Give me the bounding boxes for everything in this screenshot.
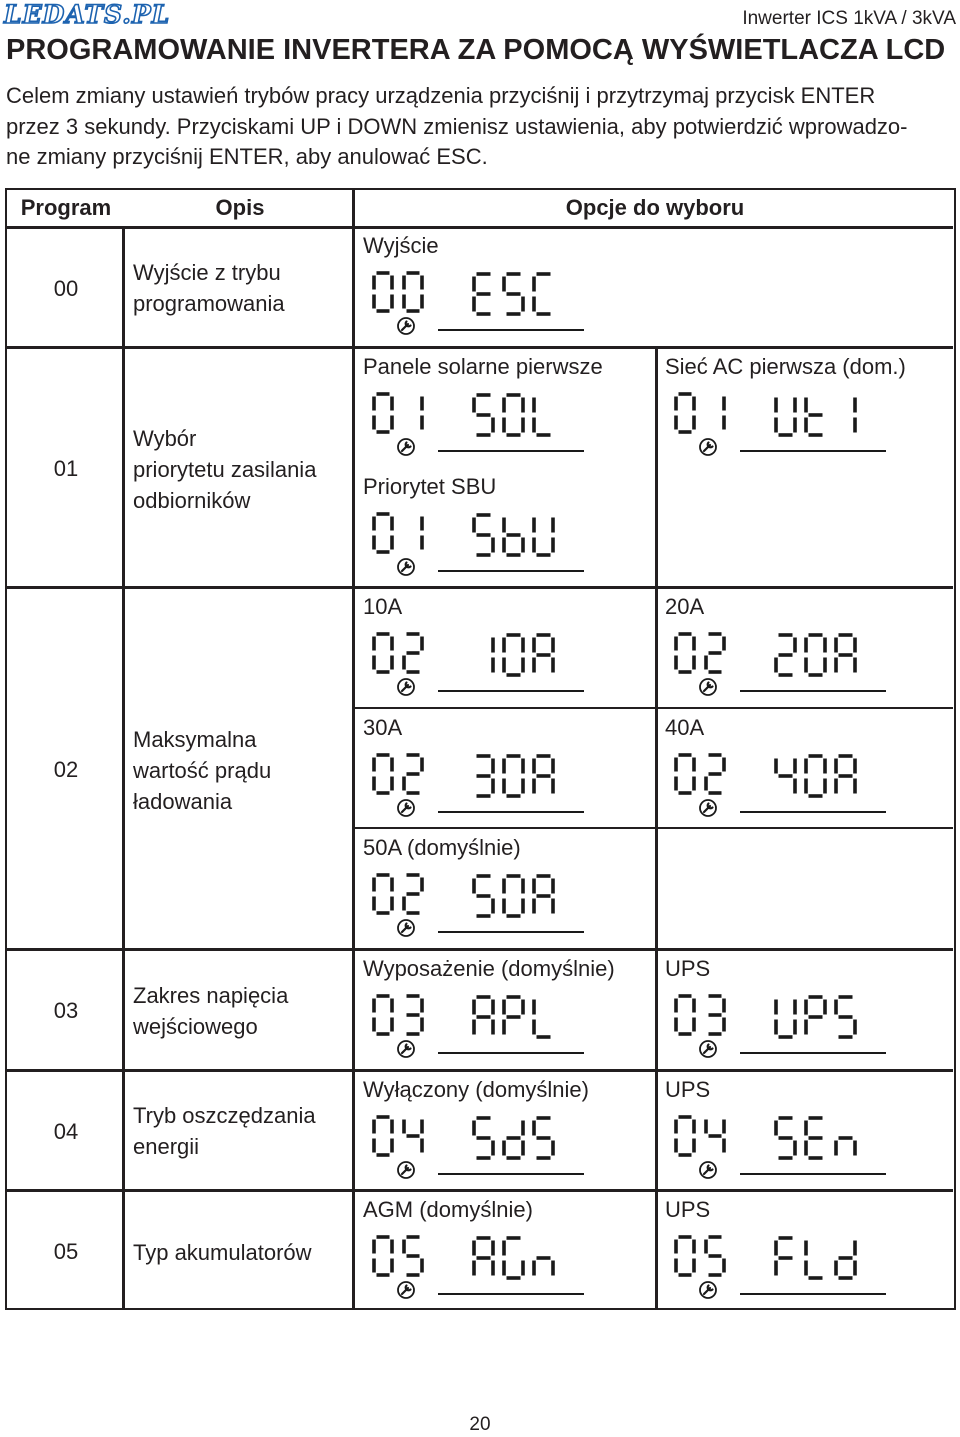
settings-table [5, 188, 956, 1310]
lcd-display [664, 383, 888, 461]
option-label: Wyjście [363, 233, 439, 258]
lcd-display [664, 1226, 888, 1304]
option-label: UPS [665, 1077, 711, 1102]
lcd-display [362, 623, 586, 701]
description-line: energii [133, 1134, 200, 1159]
option-label: 50A (domyślnie) [363, 835, 521, 860]
option-label: Wyposażenie (domyślnie) [363, 956, 615, 981]
divider [7, 226, 953, 229]
wrench-icon [398, 679, 414, 695]
option-label: 20A [665, 594, 705, 619]
lcd-display [664, 623, 888, 701]
description-line: Maksymalna [133, 727, 257, 752]
page-number: 20 [469, 1414, 491, 1435]
divider [7, 346, 953, 349]
option-label: 30A [363, 715, 403, 740]
wrench-icon [398, 920, 414, 936]
wrench-icon [398, 559, 414, 575]
lcd-display [362, 985, 586, 1063]
lcd-display [362, 1226, 586, 1304]
program-code: 01 [53, 456, 79, 481]
divider [7, 948, 953, 951]
description-line: Wyjście z trybu [133, 260, 281, 285]
intro-line: przez 3 sekundy. Przyciskami UP i DOWN zmienisz ustawienia, aby potwierdzić wprowadzo- [6, 113, 908, 139]
option-label: 40A [665, 715, 705, 740]
header-opis: Opis [215, 195, 265, 220]
lcd-display [664, 985, 888, 1063]
divider [7, 1069, 953, 1072]
wrench-icon [700, 800, 716, 816]
wrench-icon [700, 679, 716, 695]
program-code: 00 [53, 276, 79, 301]
intro-line: Celem zmiany ustawień trybów pracy urządzenia przyciśnij i przytrzymaj przycisk ENTER [6, 83, 876, 108]
lcd-display [664, 1106, 888, 1184]
wrench-icon [398, 318, 414, 334]
program-description [133, 1100, 316, 1162]
lcd-display [362, 503, 586, 581]
description-line: priorytetu zasilania [133, 457, 317, 482]
divider [7, 586, 953, 589]
program-code: 05 [53, 1239, 79, 1264]
divider [352, 707, 953, 709]
option-label: AGM (domyślnie) [363, 1197, 533, 1222]
description-line: Typ akumulatorów [133, 1240, 312, 1265]
wrench-icon [398, 1162, 414, 1178]
option-label: Panele solarne pierwsze [363, 354, 603, 379]
header-program: Program [20, 195, 112, 220]
program-description [133, 1237, 312, 1268]
lcd-display [362, 744, 586, 822]
divider [352, 827, 953, 829]
program-code: 02 [53, 757, 79, 782]
divider [7, 1189, 953, 1192]
program-code: 03 [53, 998, 79, 1023]
page-title: PROGRAMOWANIE INVERTERA ZA POMOCĄ WYŚWIETLACZA LCD [6, 34, 946, 66]
wrench-icon [398, 439, 414, 455]
option-label: Sieć AC pierwsza (dom.) [665, 354, 906, 379]
option-label: Wyłączony (domyślnie) [363, 1077, 589, 1102]
description-line: programowania [133, 291, 285, 316]
product-name: Inwerter ICS 1kVA / 3kVA [742, 8, 956, 29]
option-label: 10A [363, 594, 403, 619]
wrench-icon [398, 1041, 414, 1057]
description-line: ładowania [133, 789, 233, 814]
description-line: Wybór [133, 426, 197, 451]
lcd-display [664, 744, 888, 822]
intro-paragraph [6, 81, 960, 173]
wrench-icon [700, 439, 716, 455]
lcd-display [362, 1106, 586, 1184]
description-line: Tryb oszczędzania [133, 1103, 316, 1128]
lcd-display [362, 262, 586, 340]
lcd-display [362, 383, 586, 461]
divider [352, 190, 355, 1310]
program-description [133, 980, 288, 1042]
wrench-icon [700, 1282, 716, 1298]
wrench-icon [700, 1041, 716, 1057]
description-line: wejściowego [133, 1014, 258, 1039]
description-line: wartość prądu [133, 758, 272, 783]
program-description [133, 257, 285, 319]
wrench-icon [700, 1162, 716, 1178]
wrench-icon [398, 1282, 414, 1298]
header-opcje: Opcje do wyboru [565, 195, 745, 220]
option-label: Priorytet SBU [363, 474, 497, 499]
intro-line: ne zmiany przyciśnij ENTER, aby anulować ESC. [6, 144, 488, 169]
program-description [133, 423, 316, 516]
option-label: UPS [665, 1197, 711, 1222]
ledats-logo: LEDATS.PL [4, 0, 171, 29]
description-line: Zakres napięcia [133, 983, 289, 1008]
program-description [133, 724, 271, 817]
program-code: 04 [53, 1119, 79, 1144]
description-line: odbiorników [133, 488, 251, 513]
wrench-icon [398, 800, 414, 816]
lcd-display [362, 864, 586, 942]
option-label: UPS [665, 956, 711, 981]
